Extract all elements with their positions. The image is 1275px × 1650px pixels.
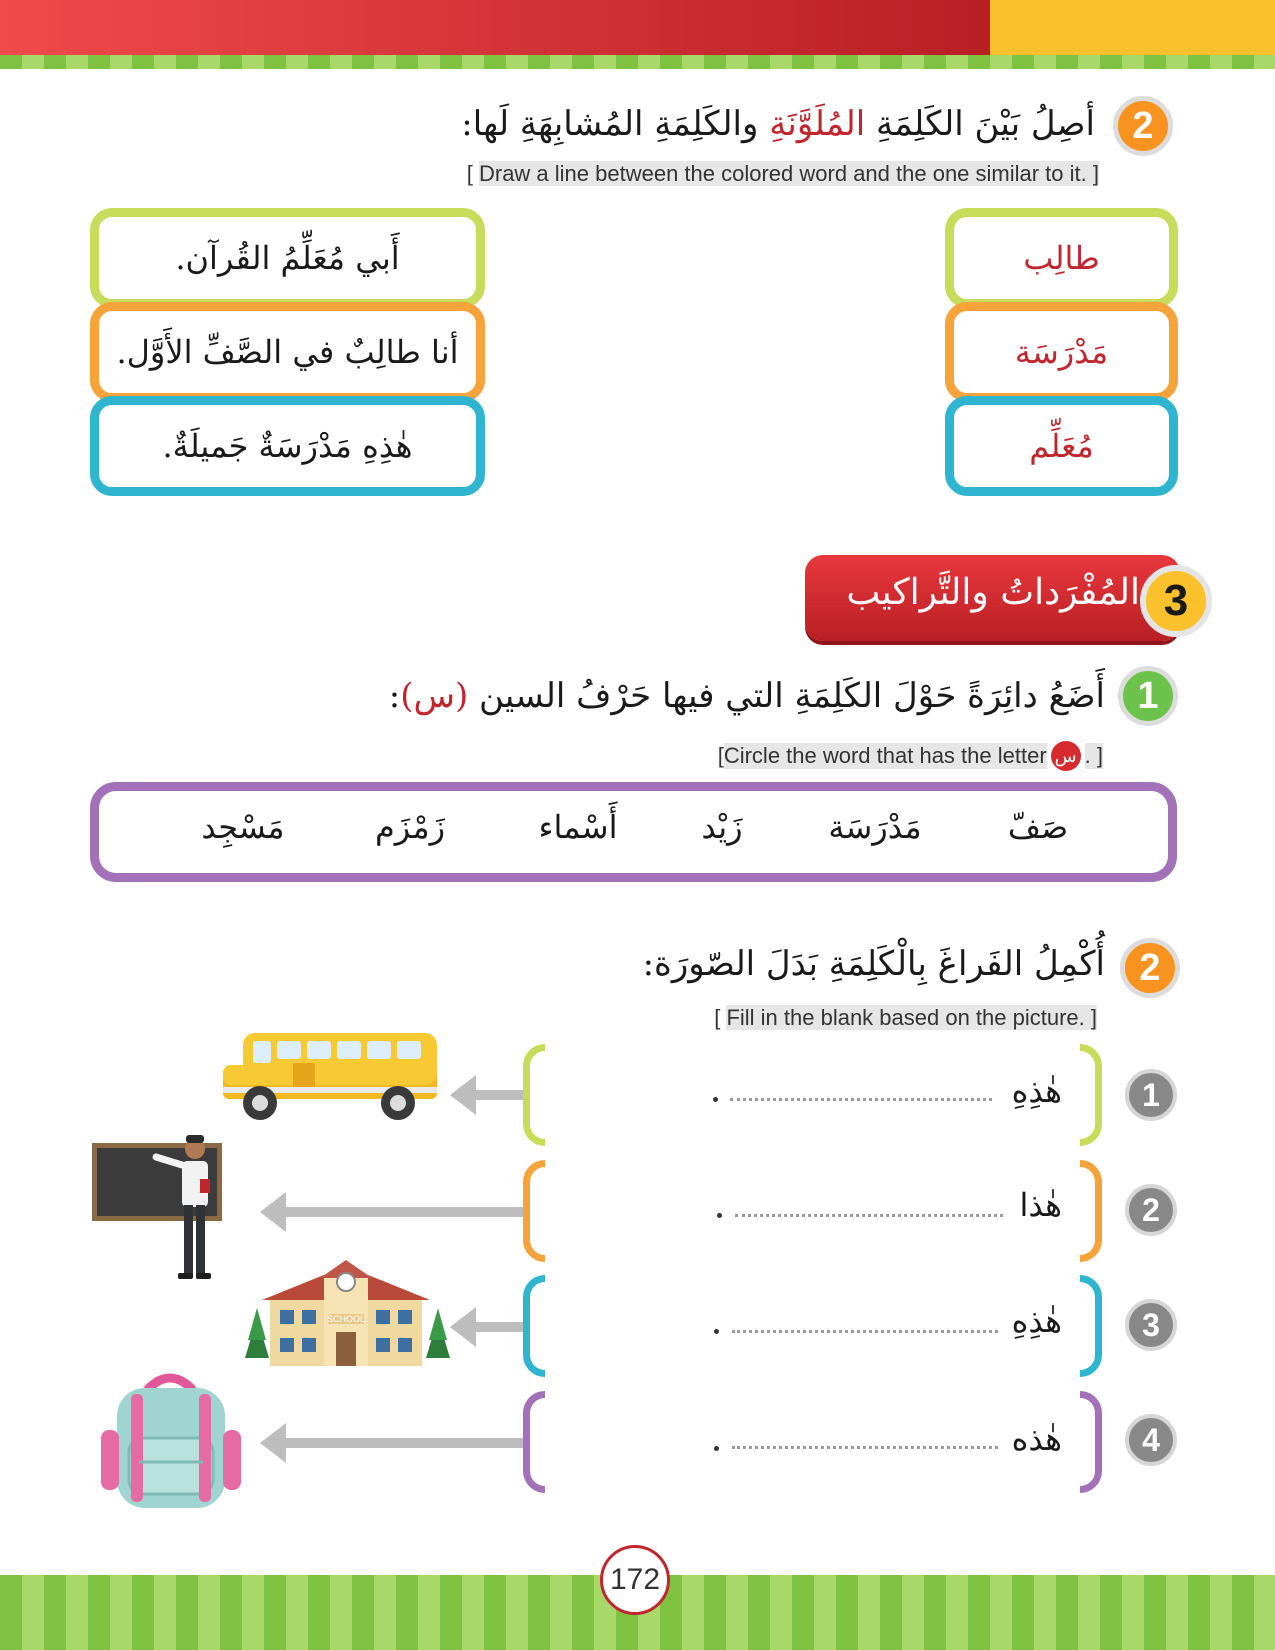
q1-title (389, 676, 1105, 716)
choice-word-5[interactable]: زَمْزَم (374, 808, 446, 846)
row1-arrow (475, 1090, 523, 1100)
colored-word-1: طالِب (1023, 239, 1100, 277)
row3-word: هٰذِهِ (1011, 1302, 1062, 1340)
row1-number: 1 (1125, 1069, 1177, 1121)
row4-bracket-right (1080, 1391, 1102, 1493)
q2-title-colored: المُلَوَّنَةِ (769, 104, 866, 144)
row2-blank[interactable] (735, 1214, 1003, 1217)
colored-word-3: مُعَلِّم (1029, 427, 1094, 465)
q2-title (461, 104, 1095, 144)
sentence-3: هٰذِهِ مَدْرَسَةٌ جَميلَةٌ. (162, 427, 413, 465)
row4-arrow-head (260, 1423, 286, 1463)
sentence-1: أَبي مُعَلِّمُ القُرآن. (175, 239, 400, 277)
row1-blank[interactable] (730, 1098, 992, 1101)
row3-number: 3 (1125, 1299, 1177, 1351)
word-box-2[interactable] (945, 302, 1178, 402)
q1-title-end: : (388, 676, 401, 716)
school-bus-icon (215, 1025, 445, 1125)
row2-word: هٰذا (1019, 1186, 1062, 1224)
header-yellow-band (990, 0, 1275, 55)
q2-instruction-text: Draw a line between the colored word and the one similar to it. (478, 161, 1087, 186)
school-sign-text: SCHOOL (326, 1314, 366, 1324)
q2-instruction (467, 161, 1099, 187)
q2-fill-title: أُكْمِلُ الفَراغَ بِالْكَلِمَةِ بَدَلَ الصّورَة: (642, 944, 1105, 984)
letter-seen-icon: س (1051, 741, 1081, 771)
sentence-box-2[interactable] (90, 302, 485, 402)
row4-period (714, 1446, 719, 1451)
q1-instruction-open: [ (717, 743, 724, 768)
row4-number: 4 (1125, 1414, 1177, 1466)
backpack-icon (95, 1368, 245, 1518)
q2-title-part1: أصِلُ بَيْنَ الكَلِمَةِ (865, 104, 1095, 144)
teacher-icon (90, 1135, 230, 1295)
q1-badge: 1 (1118, 666, 1178, 726)
sentence-2: أنا طالِبٌ في الصَّفِّ الأَوَّل. (116, 333, 459, 371)
q2-fill-instruction-open: [ (714, 1005, 727, 1030)
section3-badge: 3 (1140, 565, 1212, 637)
row1-bracket-left (523, 1044, 545, 1146)
row2-bracket-right (1080, 1160, 1102, 1262)
page-number: 172 (600, 1545, 670, 1615)
q1-instruction-text: Circle the word that has the letter (723, 743, 1047, 768)
row4-word: هٰذه (1011, 1420, 1062, 1458)
q2-fill-badge: 2 (1120, 938, 1180, 998)
choice-word-2[interactable]: مَدْرَسَة (828, 808, 922, 846)
q1-title-letter: (س) (400, 676, 469, 716)
choice-word-4[interactable]: أَسْماء (538, 808, 618, 846)
q2-fill-instruction-close: ] (1084, 1005, 1097, 1030)
q2-fill-instruction-text: Fill in the blank based on the picture. (726, 1005, 1085, 1030)
q2-badge: 2 (1113, 96, 1173, 156)
row2-arrow-head (260, 1192, 286, 1232)
school-building-icon (240, 1258, 455, 1378)
q1-instruction (718, 741, 1103, 771)
row2-number: 2 (1125, 1184, 1177, 1236)
row4-blank[interactable] (732, 1446, 998, 1449)
sentence-box-3[interactable] (90, 396, 485, 496)
header-red-band (0, 0, 990, 55)
row4-bracket-left (523, 1391, 545, 1493)
sentence-box-1[interactable] (90, 208, 485, 308)
row3-bracket-right (1080, 1275, 1102, 1377)
q2-title-part2: والكَلِمَةِ المُشابِهَةِ لَها: (461, 104, 770, 144)
q2-instruction-open: [ (466, 161, 479, 186)
q1-instruction-close: . ] (1084, 743, 1103, 768)
header-stripe (0, 55, 1275, 69)
row1-bracket-right (1080, 1044, 1102, 1146)
colored-word-2: مَدْرَسَة (1014, 333, 1109, 371)
word-box-1[interactable] (945, 208, 1178, 308)
row3-bracket-left (523, 1275, 545, 1377)
section3-title: المُفْرَداتُ والتَّراكيب (846, 572, 1140, 613)
row2-bracket-left (523, 1160, 545, 1262)
word-box-3[interactable] (945, 396, 1178, 496)
q2-fill-instruction (714, 1005, 1097, 1031)
choice-word-6[interactable]: مَسْجِد (201, 808, 285, 846)
q1-title-main: أَضَعُ دائِرَةً حَوْلَ الكَلِمَةِ التي فيها حَرْفُ السين (468, 676, 1105, 716)
row1-period (713, 1097, 718, 1102)
row2-period (717, 1213, 722, 1218)
row1-word: هٰذِهِ (1011, 1072, 1062, 1110)
row4-arrow (285, 1438, 523, 1448)
row3-period (714, 1329, 719, 1334)
row1-arrow-head (450, 1075, 476, 1115)
row3-arrow (475, 1322, 523, 1332)
choice-word-3[interactable]: زَيْد (701, 808, 743, 846)
choice-word-1[interactable]: صَفّ (1007, 808, 1069, 846)
q2-instruction-close: ] (1086, 161, 1099, 186)
row3-blank[interactable] (732, 1330, 998, 1333)
row2-arrow (285, 1207, 523, 1217)
